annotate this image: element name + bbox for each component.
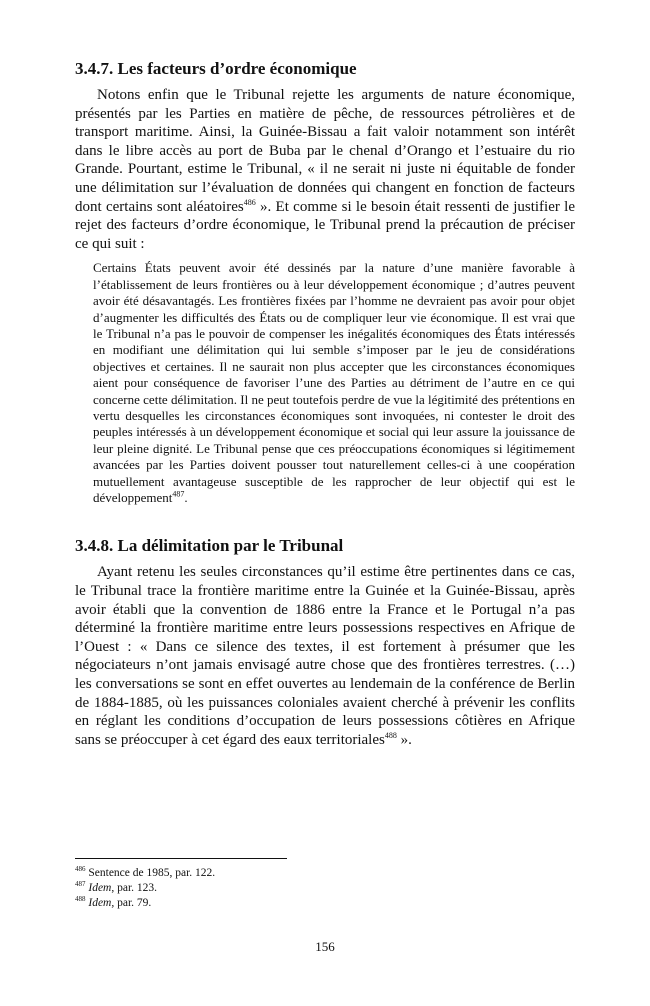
paragraph-text-continued: ». Et comme si le besoin était ressenti de justifier le rejet des facteurs d’ordre économique, le Tribunal prend la précaution de préciser ce qui suit :: [75, 198, 576, 252]
paragraph-economic-factors: [75, 86, 575, 253]
footnote-488: [75, 896, 575, 911]
footnote-number: 487: [75, 880, 86, 889]
footnote-number: 486: [75, 865, 86, 874]
footnote-ref-487[interactable]: 487: [172, 489, 185, 499]
section-delimitation: [75, 535, 575, 749]
footnote-text: par. 79.: [114, 897, 152, 909]
page-body: [75, 58, 575, 749]
footnote-ref-486[interactable]: 486: [243, 197, 256, 207]
section-heading-delimitation: 3.4.8. La délimitation par le Tribunal: [75, 536, 344, 556]
footnote-number: 488: [75, 895, 86, 904]
paragraph-text-continued: ».: [396, 731, 412, 748]
paragraph-delimitation: [75, 563, 575, 749]
footnote-italic: Idem: [85, 882, 112, 894]
footnote-486: [75, 866, 575, 881]
tribunal-quote: [93, 260, 575, 506]
footnote-italic: Idem,: [85, 897, 115, 909]
footnote-ref-488[interactable]: 488: [384, 730, 397, 740]
footnote-divider: [75, 858, 287, 859]
paragraph-text: Notons enfin que le Tribunal rejette les arguments de nature économique, présentés par les Parties en matière de pêche, de ressources pétrolières et de transport maritime. Ainsi, la Guinée-Bissau a fait valoir notamment son intérêt dans le libre accès au port de Buba par le chenal d’Orango et l’estuaire du rio Grande. Pourtant, estime le Tribunal, « il ne serait ni juste ni équitable de fonder une délimitation sur l’évaluation de données qui changent en fonction de facteurs dont certains sont aléatoires: [75, 87, 575, 215]
quote-end: .: [184, 490, 188, 506]
section-heading-economic-factors: 3.4.7. Les facteurs d’ordre économique: [75, 59, 357, 78]
footnotes: [75, 866, 575, 911]
footnote-text: Sentence de 1985, par. 122.: [85, 867, 216, 879]
footnote-text: , par. 123.: [111, 882, 158, 894]
paragraph-text: Ayant retenu les seules circonstances qu’il estime être pertinentes dans ce cas, le Tribunal trace la frontière maritime entre la Guinée et la Guinée-Bissau, après avoir établi que la convention de 1886 entre la France et le Portugal n’a pas déterminé la frontière maritime entre leurs possessions respectives en Afrique de l’Ouest : « Dans ce silence des textes, il est fortement à présumer que les négociateurs n’ont jamais envisagé autre chose que des frontières terrestres. (…) les conversations se sont en effet ouvertes au lendemain de la conférence de Berlin de 1884-1885, où les puissances coloniales avaient cherché à prévenir les conflits en réglant les conditions d’occupation de leurs possessions côtières en Afrique sans se préoccuper à cet égard des eaux territoriales: [75, 564, 575, 748]
footnote-487: [75, 881, 575, 896]
page-number: 156: [315, 939, 335, 954]
quote-text: Certains États peuvent avoir été dessinés par la nature d’une manière favorable à l’établissement de leurs frontières ou à leur développement économique ; d’autres peuvent avoir été désavantagés. Les frontières fixées par l’homme ne devraient pas avoir pour objet d’augmenter les difficultés des États ou de compliquer leur vie économique. Il est vrai que le Tribunal n’a pas le pouvoir de compenser les inégalités économiques des États intéressés en modifiant une délimitation qui lui semble s’imposer par le jeu de considérations objectives et certaines. Il ne saurait non plus accepter que les circonstances économiques aient pour conséquence de favoriser l’une des Parties au détriment de l’autre en ce qui concerne cette délimitation. Il ne peut toutefois perdre de vue la légitimité des prétentions en vertu desquelles les circonstances économiques sont invoquées, ni contester le droit des peuples intéressés à un développement économique et social qui leur assure la jouissance de leur pleine dignité. Le Tribunal pense que ces préoccupations économiques si légitimement avancées par les Parties doivent pousser tout naturellement celles-ci à une coopération mutuellement avantageuse susceptible de les rapprocher de leur objectif qui est le développement: [93, 260, 575, 506]
